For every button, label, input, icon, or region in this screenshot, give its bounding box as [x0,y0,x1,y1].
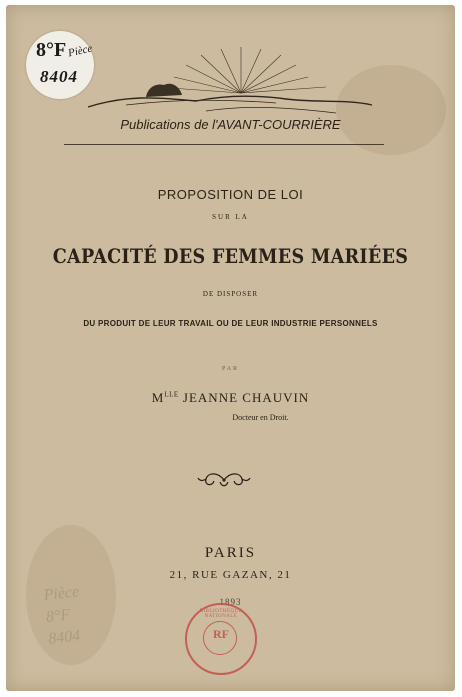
pencil-note-line: 8°F [45,606,71,626]
document-cover [6,5,455,691]
shelfmark-label [26,31,94,99]
sunrise-landscape-vignette-icon [86,45,376,120]
imprint-address: 21, RUE GAZAN, 21 [169,569,292,581]
header-divider [64,144,384,145]
pencil-note-line: Pièce [42,583,80,604]
fleuron-ornament-icon [196,470,252,490]
shelfmark-number: 8404 [40,67,78,86]
author-full-name: JEANNE CHAUVIN [182,390,310,405]
author-honorific-sup: LLE [164,390,179,399]
library-stamp-center: RF [213,627,229,641]
library-stamp [185,603,257,675]
publisher-line: Publications de l'AVANT-COURRIÈRE [120,117,341,132]
pencil-note-line: 8404 [47,627,82,648]
subtitle: DU PRODUIT DE LEUR TRAVAIL OU DE LEUR INDUSTRIE PERSONNELS [83,319,378,328]
title-line-proposition: PROPOSITION DE LOI [157,187,304,202]
title-line-de-disposer: DE DISPOSER [202,290,259,298]
library-stamp-ring-text: BIBLIOTHÈQUE NATIONALE [199,609,243,619]
imprint-city: PARIS [204,545,257,561]
imprint-year: 1893 [219,597,242,607]
title-line-sur-la: SUR LA [212,213,249,221]
author-qualification: Docteur en Droit. [232,413,289,422]
author-name [6,390,455,406]
shelfmark-prefix: 8°F [36,39,67,61]
author-honorific: M [151,390,165,405]
by-line: PAR [221,366,240,372]
pencil-note [43,581,85,650]
shelfmark-note: Pièce [67,42,94,60]
main-title: CAPACITÉ DES FEMMES MARIÉES [52,244,409,268]
